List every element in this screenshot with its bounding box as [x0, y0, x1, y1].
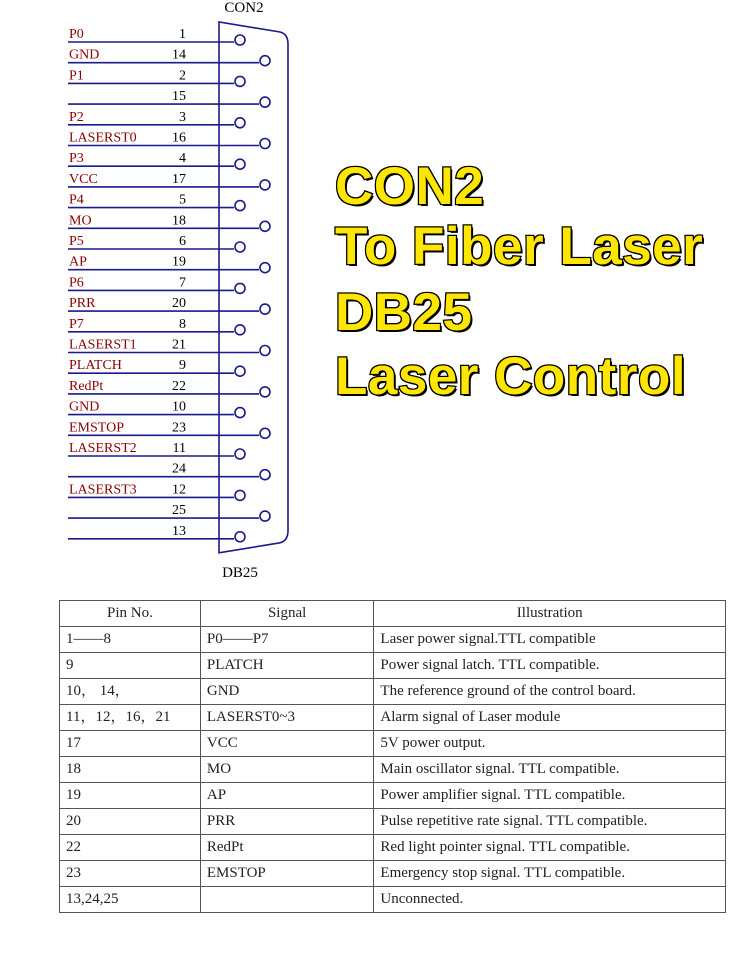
pin-contact	[260, 139, 270, 149]
signal-label: PRR	[69, 296, 96, 312]
signal-label: VCC	[69, 171, 98, 187]
pin-contact	[235, 325, 245, 335]
pin-contact	[235, 408, 245, 418]
table-header-row	[60, 601, 726, 627]
signal-label: PLATCH	[69, 358, 122, 374]
pin-contact	[260, 428, 270, 438]
cell-illustration: Unconnected.	[374, 887, 726, 913]
pin-contact	[260, 470, 270, 480]
pin-number: 2	[179, 68, 186, 84]
pin-number: 14	[172, 47, 186, 63]
header-pin-no: Pin No.	[60, 601, 201, 627]
cell-illustration: Main oscillator signal. TTL compatible.	[374, 757, 726, 783]
table-row	[60, 705, 726, 731]
signal-label: LASERST1	[69, 337, 137, 353]
cell-signal: P0——P7	[200, 627, 374, 653]
pin-number: 4	[179, 151, 186, 167]
title-line-4: Laser Control	[335, 347, 687, 406]
pin-contact	[260, 304, 270, 314]
cell-signal: AP	[200, 783, 374, 809]
cell-illustration: Power amplifier signal. TTL compatible.	[374, 783, 726, 809]
cell-illustration: Alarm signal of Laser module	[374, 705, 726, 731]
cell-signal: GND	[200, 679, 374, 705]
pin-contact	[260, 97, 270, 107]
pin-number: 25	[172, 503, 186, 519]
pin-contact	[235, 366, 245, 376]
cell-pin-no: 9	[60, 653, 201, 679]
cell-signal: LASERST0~3	[200, 705, 374, 731]
pin-number: 6	[179, 234, 186, 249]
pin-contact	[235, 242, 245, 252]
cell-illustration: Red light pointer signal. TTL compatible.	[374, 835, 726, 861]
cell-signal: EMSTOP	[200, 861, 374, 887]
pin-number: 5	[179, 192, 186, 208]
signal-label: P6	[69, 275, 84, 291]
pin-number: 23	[172, 420, 186, 436]
header-signal: Signal	[200, 601, 374, 627]
pin-number: 1	[179, 27, 186, 42]
title-line-2: To Fiber Laser	[335, 217, 704, 276]
signal-label: LASERST0	[69, 130, 137, 146]
cell-pin-no: 11，12，16，21	[60, 705, 201, 731]
cell-illustration: The reference ground of the control board.	[374, 679, 726, 705]
signal-label: GND	[69, 47, 100, 63]
pin-number: 18	[172, 213, 186, 229]
pin-number: 12	[172, 482, 186, 498]
pin-contact	[260, 180, 270, 190]
pin-number: 17	[172, 171, 186, 187]
signal-label: P7	[69, 316, 84, 332]
pin-number: 15	[172, 89, 186, 105]
table-row	[60, 835, 726, 861]
cell-signal: MO	[200, 757, 374, 783]
cell-pin-no: 1——8	[60, 627, 201, 653]
title-line-3: DB25	[335, 283, 473, 342]
table-row	[60, 757, 726, 783]
pin-contact	[235, 490, 245, 500]
cell-pin-no: 13,24,25	[60, 887, 201, 913]
pin-contact	[260, 263, 270, 273]
signal-label: RedPt	[69, 378, 104, 394]
pin-number: 3	[179, 109, 186, 125]
pin-number: 21	[172, 337, 186, 353]
pin-contact	[235, 449, 245, 459]
title-line-1: CON2	[335, 157, 485, 216]
signal-label: GND	[69, 399, 100, 415]
cell-pin-no: 20	[60, 809, 201, 835]
cell-signal: VCC	[200, 731, 374, 757]
pin-contact	[235, 76, 245, 86]
table-row	[60, 783, 726, 809]
pin-number: 16	[172, 130, 186, 146]
cell-illustration: Power signal latch. TTL compatible.	[374, 653, 726, 679]
connector-part-label: DB25	[222, 565, 258, 581]
signal-label: P4	[69, 192, 84, 208]
pin-contact	[260, 511, 270, 521]
pin-contact	[235, 283, 245, 293]
cell-illustration: 5V power output.	[374, 731, 726, 757]
cell-signal	[200, 887, 374, 913]
table-row	[60, 653, 726, 679]
table-row	[60, 861, 726, 887]
pin-contact	[235, 159, 245, 169]
cell-illustration: Laser power signal.TTL compatible	[374, 627, 726, 653]
signal-label: P0	[69, 27, 84, 42]
cell-signal: RedPt	[200, 835, 374, 861]
cell-pin-no: 23	[60, 861, 201, 887]
table-row	[60, 887, 726, 913]
signal-label: P1	[69, 68, 84, 84]
pin-contact	[235, 35, 245, 45]
pin-contact	[260, 221, 270, 231]
cell-pin-no: 18	[60, 757, 201, 783]
pin-contact	[260, 387, 270, 397]
signal-label: AP	[69, 254, 87, 270]
cell-pin-no: 17	[60, 731, 201, 757]
cell-signal: PLATCH	[200, 653, 374, 679]
connector-outline	[219, 22, 288, 553]
pin-number: 24	[172, 461, 186, 477]
cell-illustration: Emergency stop signal. TTL compatible.	[374, 861, 726, 887]
cell-illustration: Pulse repetitive rate signal. TTL compatible.	[374, 809, 726, 835]
pin-number: 8	[179, 316, 186, 332]
pin-contact	[260, 346, 270, 356]
pin-number: 10	[172, 399, 186, 415]
pin-contact	[235, 118, 245, 128]
pin-number: 19	[172, 254, 186, 270]
table-row	[60, 809, 726, 835]
pin-number: 9	[179, 358, 186, 374]
table-row	[60, 627, 726, 653]
connector-name-label: CON2	[224, 0, 264, 16]
header-illustration: Illustration	[374, 601, 726, 627]
table-row	[60, 679, 726, 705]
pin-number: 22	[172, 378, 186, 394]
signal-label: MO	[69, 213, 92, 229]
cell-pin-no: 19	[60, 783, 201, 809]
signal-label: P3	[69, 151, 84, 167]
pin-number: 13	[172, 523, 186, 539]
table-row	[60, 731, 726, 757]
signal-label: P5	[69, 234, 84, 249]
signal-label: EMSTOP	[69, 420, 124, 436]
pin-contact	[260, 56, 270, 66]
pin-contact	[235, 532, 245, 542]
signal-label: LASERST3	[69, 482, 137, 498]
signal-label: LASERST2	[69, 441, 137, 456]
pin-number: 11	[172, 441, 186, 456]
pin-contact	[235, 201, 245, 211]
pin-number: 20	[172, 296, 186, 312]
pin-number: 7	[179, 275, 186, 291]
cell-pin-no: 22	[60, 835, 201, 861]
cell-signal: PRR	[200, 809, 374, 835]
cell-pin-no: 10， 14，	[60, 679, 201, 705]
pinout-table	[59, 600, 726, 913]
signal-label: P2	[69, 109, 84, 125]
